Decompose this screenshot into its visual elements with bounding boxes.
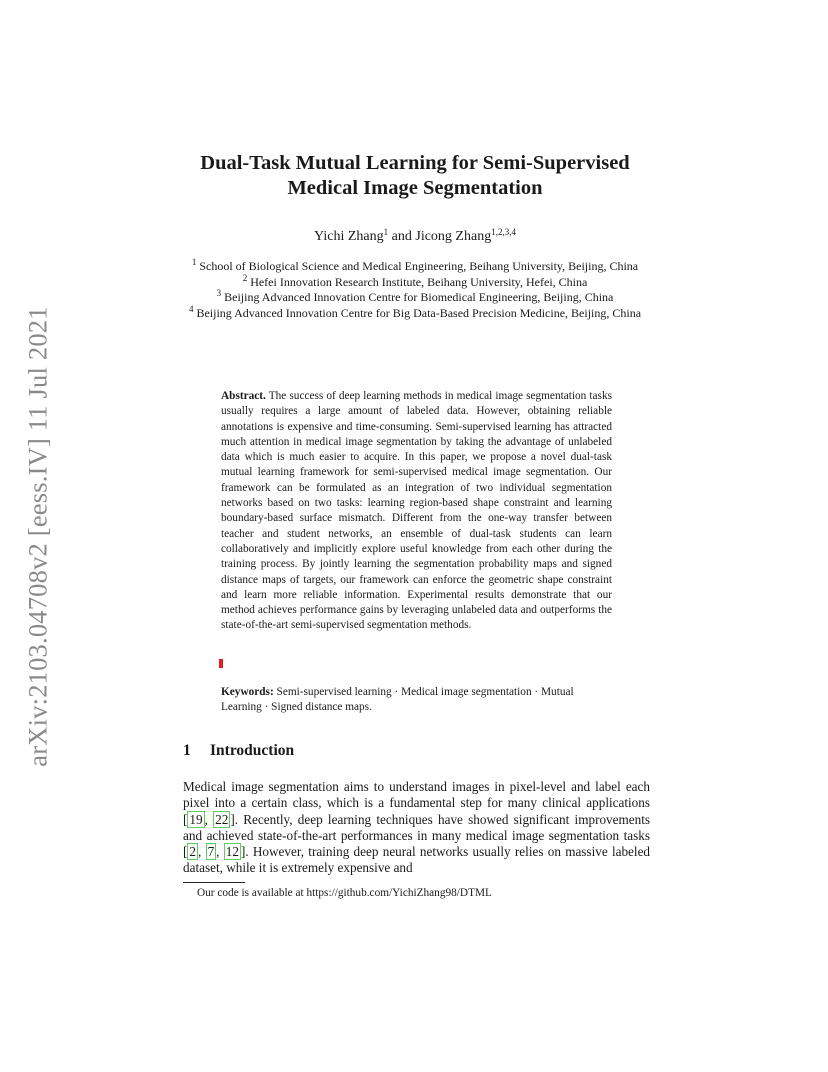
author-affiliation-sup: 1,2,3,4	[491, 227, 516, 237]
author-conjunction: and	[388, 229, 416, 244]
affiliation-item	[180, 290, 650, 306]
arxiv-stamp-text: arXiv:2103.04708v2 [eess.IV] 11 Jul 2021	[22, 305, 53, 767]
citation-separator: ,	[216, 844, 224, 860]
affiliation-text: School of Biological Science and Medical Engineering, Beihang University, Beijing, China	[196, 259, 639, 273]
affiliation-sup: 1	[191, 257, 197, 267]
keywords	[221, 685, 616, 716]
citation-link[interactable]: 22	[215, 811, 229, 827]
footnote-divider	[183, 882, 245, 883]
affiliation-text: Beijing Advanced Innovation Centre for Biomedical Engineering, Beijing, China	[221, 290, 614, 305]
intro-text: . However, training deep neural networks usually relies on massive labeled dataset, while it is extremely expensive and	[183, 844, 651, 876]
citation-separator: ,	[198, 844, 206, 860]
citation-separator: ,	[204, 811, 214, 827]
affiliation-sup: 3	[216, 288, 222, 299]
abstract	[221, 389, 612, 634]
keywords-label: Keywords:	[221, 686, 274, 698]
affiliation-item	[180, 303, 650, 322]
author-name: Yichi Zhang	[314, 229, 384, 244]
citation-link[interactable]: 19	[189, 811, 203, 827]
title-line-1: Dual-Task Mutual Learning for Semi-Supervised	[200, 152, 630, 174]
edit-marker	[219, 659, 223, 668]
paper-title	[150, 151, 680, 201]
author-affiliation-sup: 1	[383, 227, 389, 237]
citation-link[interactable]: 2	[189, 844, 196, 860]
affiliation-sup: 4	[188, 303, 194, 314]
abstract-text: The success of deep learning methods in medical image segmentation tasks usually requires a large amount of labeled data. However, obtaining reliable annotations is expensive and time-consuming. Semi-supervised learning has attracted much attention in medical image segmentation by taking the advantage of unlabeled data which is much easier to acquire. In this paper, we propose a novel dual-task mutual learning framework for semi-supervised medical image segmentation. Our framework can be formulated as an integration of two individual segmentation networks based on two tasks: learning region-based shape constraint and learning boundary-based surface mismatch. Different from the one-way transfer between teacher and student networks, an ensemble of dual-task students can learn collaboratively and implicitly explore useful knowledge from each other during the training process. By jointly learning the segmentation probability maps and signed distance maps of targets, our framework can enforce the geometric shape constraint and learn more reliable information. Experimental results demonstrate that our method achieves performance gains by leveraging unlabeled data and outperforms the state-of-the-art semi-supervised segmentation methods.	[221, 390, 612, 632]
section-heading	[183, 742, 294, 760]
author-list	[150, 229, 680, 245]
affiliation-list	[180, 259, 650, 321]
affiliation-text: Hefei Innovation Research Institute, Beihang University, Hefei, China	[247, 274, 588, 289]
footnote: Our code is available at https://github.com/YichiZhang98/DTML	[197, 887, 492, 899]
title-line-2: Medical Image Segmentation	[287, 177, 543, 199]
intro-text: Medical image segmentation aims to understand images in pixel-level and label each pixel into a certain class, which is a fundamental step for many clinical applications	[183, 779, 650, 811]
affiliation-item	[180, 259, 650, 275]
abstract-label: Abstract.	[221, 390, 266, 402]
citation-link[interactable]: 7	[207, 844, 215, 860]
citation-link[interactable]: 12	[225, 844, 239, 860]
affiliation-item	[180, 272, 650, 291]
section-number: 1	[183, 742, 191, 759]
affiliation-sup: 2	[242, 272, 248, 283]
affiliation-text: Beijing Advanced Innovation Centre for Big Data-Based Precision Medicine, Beijing, China	[193, 305, 642, 320]
author-name: Jicong Zhang	[415, 229, 492, 244]
section-title: Introduction	[210, 742, 295, 759]
arxiv-stamp	[24, 296, 52, 776]
intro-paragraph: Medical image segmentation aims to understand images in pixel-level and label each pixel into a certain class, which is a fundamental step for many clinical applications [ 19 , 22 ]. Recently, deep learning techniques have showed significant improvements and achieved state-of-the-art performances in many medical image segmentation tasks [ 2 , 7 , 12 ]. However, training deep neural networks usually relies on massive labeled dataset, while it is extremely expensive and	[183, 779, 651, 876]
intro-text: . Recently, deep learning techniques have showed significant improvements and achieved state-of-the-art performances in many medical image segmentation tasks	[183, 811, 650, 843]
keywords-text: Semi-supervised learning · Medical image segmentation · Mutual Learning · Signed distance maps.	[221, 686, 574, 714]
